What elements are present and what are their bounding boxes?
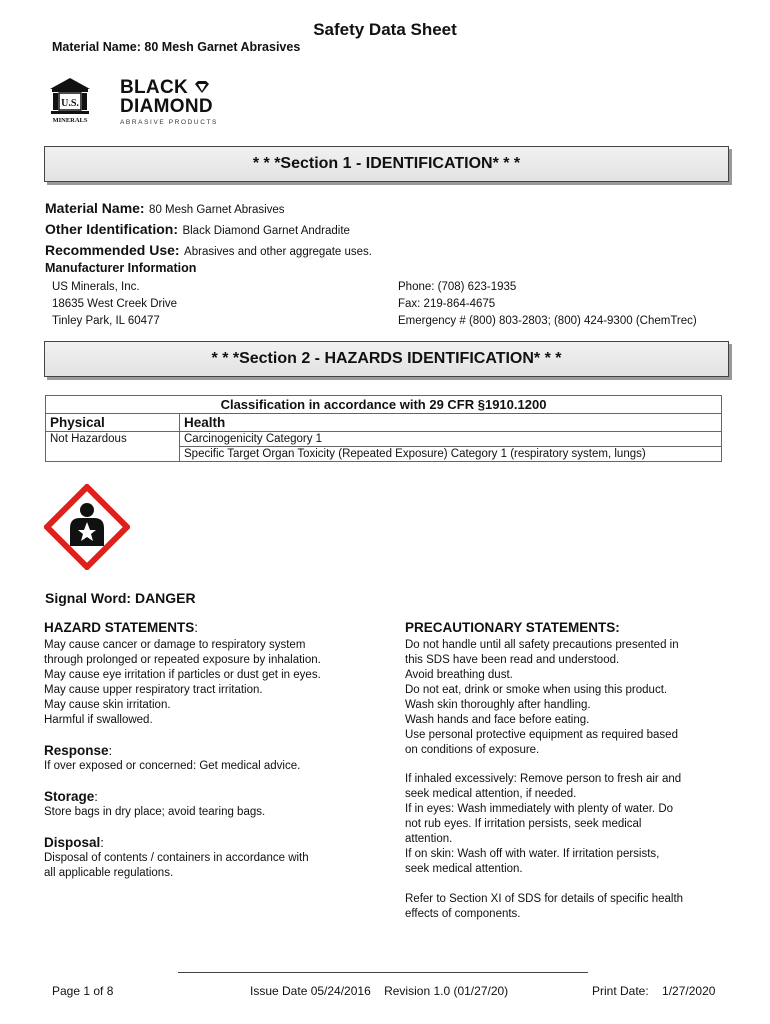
us-minerals-initials: U.S. — [61, 98, 79, 109]
material-name-label: Material Name: — [45, 200, 145, 216]
manufacturer-contacts — [398, 279, 697, 330]
classification-table — [45, 395, 722, 462]
health-value-cell: Specific Target Organ Toxicity (Repeated Exposure) Category 1 (respiratory system, lungs) — [180, 447, 722, 462]
classification-caption: Classification in accordance with 29 CFR §1910.1200 — [46, 396, 722, 414]
footer-page-number: Page 1 of 8 — [52, 984, 114, 998]
header-material-value: 80 Mesh Garnet Abrasives — [144, 40, 301, 54]
disposal-line: all applicable regulations. — [44, 867, 174, 879]
first-aid-line: If on skin: Wash off with water. If irritation persists, — [405, 848, 660, 860]
contact-phone: Phone: (708) 623-1935 — [398, 281, 517, 293]
black-diamond-logo — [120, 78, 218, 126]
diamond-icon — [194, 80, 210, 94]
hazard-statements-list — [44, 638, 384, 728]
refer-line: effects of components. — [405, 908, 521, 920]
recommended-use-row — [45, 242, 372, 260]
hazard-statement: through prolonged or repeated exposure by inhalation. — [44, 654, 321, 666]
us-minerals-logo — [46, 75, 94, 125]
col-physical-header: Physical — [46, 414, 180, 432]
first-aid-list — [405, 772, 725, 877]
right-column — [405, 620, 725, 758]
address-line: 18635 West Creek Drive — [52, 298, 178, 310]
precaution-line: Wash skin thoroughly after handling. — [405, 699, 591, 711]
hazard-statement: Harmful if swallowed. — [44, 714, 153, 726]
header-material-line — [52, 40, 300, 54]
address-line: US Minerals, Inc. — [52, 281, 140, 293]
recommended-use-label: Recommended Use: — [45, 242, 180, 258]
first-aid-line: not rub eyes. If irritation persists, seek medical — [405, 818, 642, 830]
signal-word: Signal Word: DANGER — [45, 590, 196, 606]
precaution-line: Avoid breathing dust. — [405, 669, 513, 681]
precaution-line: Do not eat, drink or smoke when using this product. — [405, 684, 668, 696]
footer-print-date: Print Date: 1/27/2020 — [592, 984, 716, 998]
other-id-row — [45, 221, 350, 239]
storage-text: Store bags in dry place; avoid tearing bags. — [44, 806, 266, 818]
section2-heading: * * *Section 2 - HAZARDS IDENTIFICATION* * * — [44, 341, 729, 377]
hazard-statement: May cause upper respiratory tract irritation. — [44, 684, 263, 696]
material-name-value: 80 Mesh Garnet Abrasives — [149, 204, 285, 216]
material-name-row — [45, 200, 285, 218]
first-aid-line: If in eyes: Wash immediately with plenty of water. Do — [405, 803, 674, 815]
document-title: Safety Data Sheet — [313, 20, 457, 39]
precaution-line: Use personal protective equipment as required based — [405, 729, 678, 741]
disposal-heading: Disposal: — [44, 835, 104, 850]
first-aid-line: If inhaled excessively: Remove person to fresh air and — [405, 773, 682, 785]
first-aid-line: attention. — [405, 833, 453, 845]
disposal-text — [44, 851, 309, 881]
precautionary-list — [405, 638, 725, 758]
precautionary-heading: PRECAUTIONARY STATEMENTS: — [405, 620, 620, 635]
manufacturer-label: Manufacturer Information — [45, 261, 197, 275]
refer-note — [405, 892, 725, 922]
address-line: Tinley Park, IL 60477 — [52, 315, 160, 327]
health-value-cell: Carcinogenicity Category 1 — [180, 432, 722, 447]
hazard-statement: May cause eye irritation if particles or dust get in eyes. — [44, 669, 321, 681]
storage-heading: Storage: — [44, 789, 98, 804]
response-heading: Response: — [44, 743, 113, 758]
contact-fax: Fax: 219-864-4675 — [398, 298, 496, 310]
disposal-line: Disposal of contents / containers in accordance with — [44, 852, 309, 864]
recommended-use-value: Abrasives and other aggregate uses. — [184, 246, 372, 258]
precaution-line: Do not handle until all safety precautions presented in — [405, 639, 679, 651]
precaution-line: on conditions of exposure. — [405, 744, 540, 756]
bd-logo-line2: DIAMOND — [120, 96, 213, 117]
col-health-header: Health — [180, 414, 722, 432]
footer-divider — [178, 972, 588, 973]
response-text: If over exposed or concerned: Get medical advice. — [44, 760, 301, 772]
contact-emergency: Emergency # (800) 803-2803; (800) 424-9300 (ChemTrec) — [398, 315, 697, 327]
other-id-label: Other Identification: — [45, 221, 178, 237]
hazard-statement: May cause cancer or damage to respiratory system — [44, 639, 306, 651]
header-material-label: Material Name: — [52, 40, 141, 54]
physical-value-cell: Not Hazardous — [46, 432, 180, 462]
bd-logo-line1: BLACK — [120, 78, 218, 97]
hazard-statement: May cause skin irritation. — [44, 699, 171, 711]
precaution-line: Wash hands and face before eating. — [405, 714, 590, 726]
left-column — [44, 620, 384, 728]
first-aid-line: seek medical attention. — [405, 863, 523, 875]
us-minerals-text: MINERALS — [52, 117, 88, 124]
section1-heading: * * *Section 1 - IDENTIFICATION* * * — [44, 146, 729, 182]
other-id-value: Black Diamond Garnet Andradite — [182, 225, 350, 237]
first-aid-line: seek medical attention, if needed. — [405, 788, 577, 800]
health-hazard-icon — [44, 484, 130, 570]
manufacturer-address — [52, 279, 177, 330]
footer-issue-revision: Issue Date 05/24/2016 Revision 1.0 (01/27/20) — [250, 984, 509, 998]
hazard-statements-heading: HAZARD STATEMENTS: — [44, 620, 199, 635]
refer-line: Refer to Section XI of SDS for details of specific health — [405, 893, 684, 905]
bd-logo-tagline: ABRASIVE PRODUCTS — [120, 119, 218, 126]
precaution-line: this SDS have been read and understood. — [405, 654, 620, 666]
